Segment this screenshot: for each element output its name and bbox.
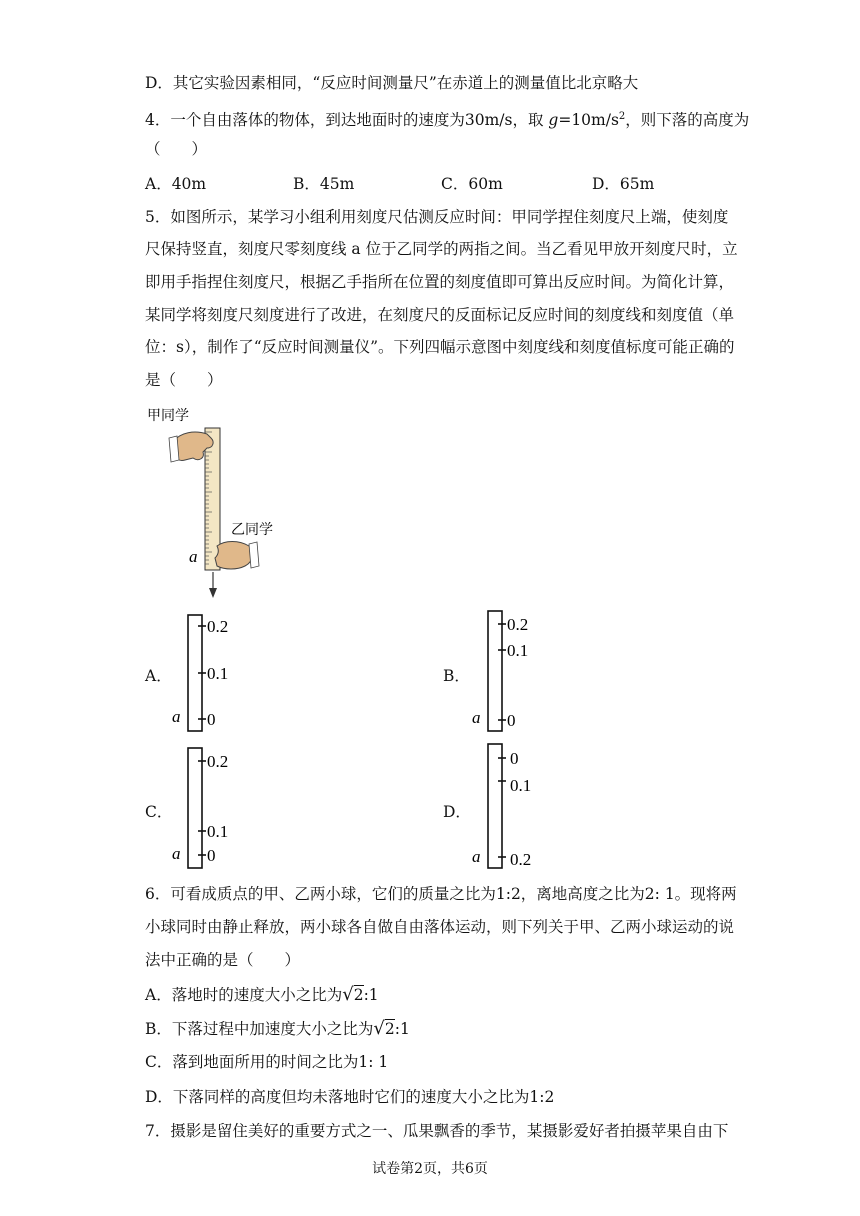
q5-option-d-label: D． xyxy=(443,803,471,821)
q3-option-d: D．其它实验因素相同，“反应时间测量尺”在赤道上的测量值比北京略大 xyxy=(145,74,639,92)
option-a-tick-mid: 0.1 xyxy=(207,664,229,683)
q5-option-d-figure[interactable] xyxy=(470,741,550,873)
q6-option-a: A．落地时的速度大小之比为√2:1 xyxy=(145,984,379,1005)
q6-option-c: C．落到地面所用的时间之比为1: 1 xyxy=(145,1053,389,1071)
q5-line-6: 是（ ） xyxy=(145,371,223,389)
q5-option-b-figure[interactable] xyxy=(470,608,550,736)
ruler-figure xyxy=(145,402,295,602)
option-d-tick-bottom: 0.2 xyxy=(510,850,532,869)
q5-option-a-label: A． xyxy=(145,667,172,685)
option-c-label-a: a xyxy=(172,844,181,863)
q5-line-3: 即用手指捏住刻度尺，根据乙手指所在位置的刻度值即可算出反应时间。为简化计算， xyxy=(145,273,735,291)
q5-option-a-figure[interactable] xyxy=(170,612,250,736)
option-d-tick-mid: 0.1 xyxy=(510,776,532,795)
q6-option-b: B．下落过程中加速度大小之比为√2:1 xyxy=(145,1018,410,1039)
q4-option-c: C．60m xyxy=(441,175,503,193)
q6-line-2: 小球同时由静止释放，两小球各自做自由落体运动，则下列关于甲、乙两小球运动的说 xyxy=(145,918,735,936)
label-a: a xyxy=(189,547,198,566)
option-b-tick-bottom: 0 xyxy=(507,711,516,730)
q4-stem: 4．一个自由落体的物体，到达地面时的速度为30m/s，取 $g=10m/s^2$，则下落的高度为 xyxy=(145,111,750,130)
hand-yi xyxy=(215,542,252,570)
option-b-tick-top: 0.2 xyxy=(507,615,529,634)
option-c-tick-bottom: 0 xyxy=(207,846,216,865)
label-jia: 甲同学 xyxy=(147,408,189,424)
page-footer: 试卷第2页，共6页 xyxy=(372,1161,488,1177)
q5-option-c-figure[interactable] xyxy=(170,745,250,871)
q5-line-5: 位：s），制作了“反应时间测量仪”。下列四幅示意图中刻度线和刻度值标度可能正确的 xyxy=(145,338,735,356)
q4-option-d: D．65m xyxy=(592,175,655,193)
q5-line-4: 某同学将刻度尺刻度进行了改进，在刻度尺的反面标记反应时间的刻度线和刻度值（单 xyxy=(145,306,735,324)
option-a-tick-bottom: 0 xyxy=(207,710,216,729)
option-c-tick-mid: 0.1 xyxy=(207,822,229,841)
option-b-label-a: a xyxy=(472,708,481,727)
q6-line-3: 法中正确的是（ ） xyxy=(145,951,301,969)
option-a-label-a: a xyxy=(172,707,181,726)
q4-option-b: B．45m xyxy=(293,175,355,193)
option-d-label-a: a xyxy=(472,847,481,866)
fall-arrow-icon xyxy=(209,588,217,598)
q5-option-b-label: B． xyxy=(443,667,470,685)
option-a-tick-top: 0.2 xyxy=(207,617,229,636)
q5-line-2: 尺保持竖直，刻度尺零刻度线 a 位于乙同学的两指之间。当乙看见甲放开刻度尺时，立 xyxy=(145,240,738,258)
q5-line-1: 5．如图所示，某学习小组利用刻度尺估测反应时间：甲同学捏住刻度尺上端，使刻度 xyxy=(145,208,729,226)
q4-option-a: A．40m xyxy=(145,175,207,193)
q4-paren: （ ） xyxy=(145,140,208,158)
option-c-tick-top: 0.2 xyxy=(207,752,229,771)
label-yi: 乙同学 xyxy=(231,522,273,538)
q5-option-c-label: C． xyxy=(145,803,173,821)
q4-options xyxy=(145,173,745,195)
q6-line-1: 6．可看成质点的甲、乙两小球，它们的质量之比为1:2，离地高度之比为2: 1。现将两 xyxy=(145,885,737,903)
option-d-tick-top: 0 xyxy=(510,749,519,768)
q6-option-d: D．下落同样的高度但均未落地时它们的速度大小之比为1:2 xyxy=(145,1088,555,1106)
q7-line-1: 7．摄影是留住美好的重要方式之一、瓜果飘香的季节，某摄影爱好者拍摄苹果自由下 xyxy=(145,1122,729,1140)
option-b-tick-mid: 0.1 xyxy=(507,641,529,660)
